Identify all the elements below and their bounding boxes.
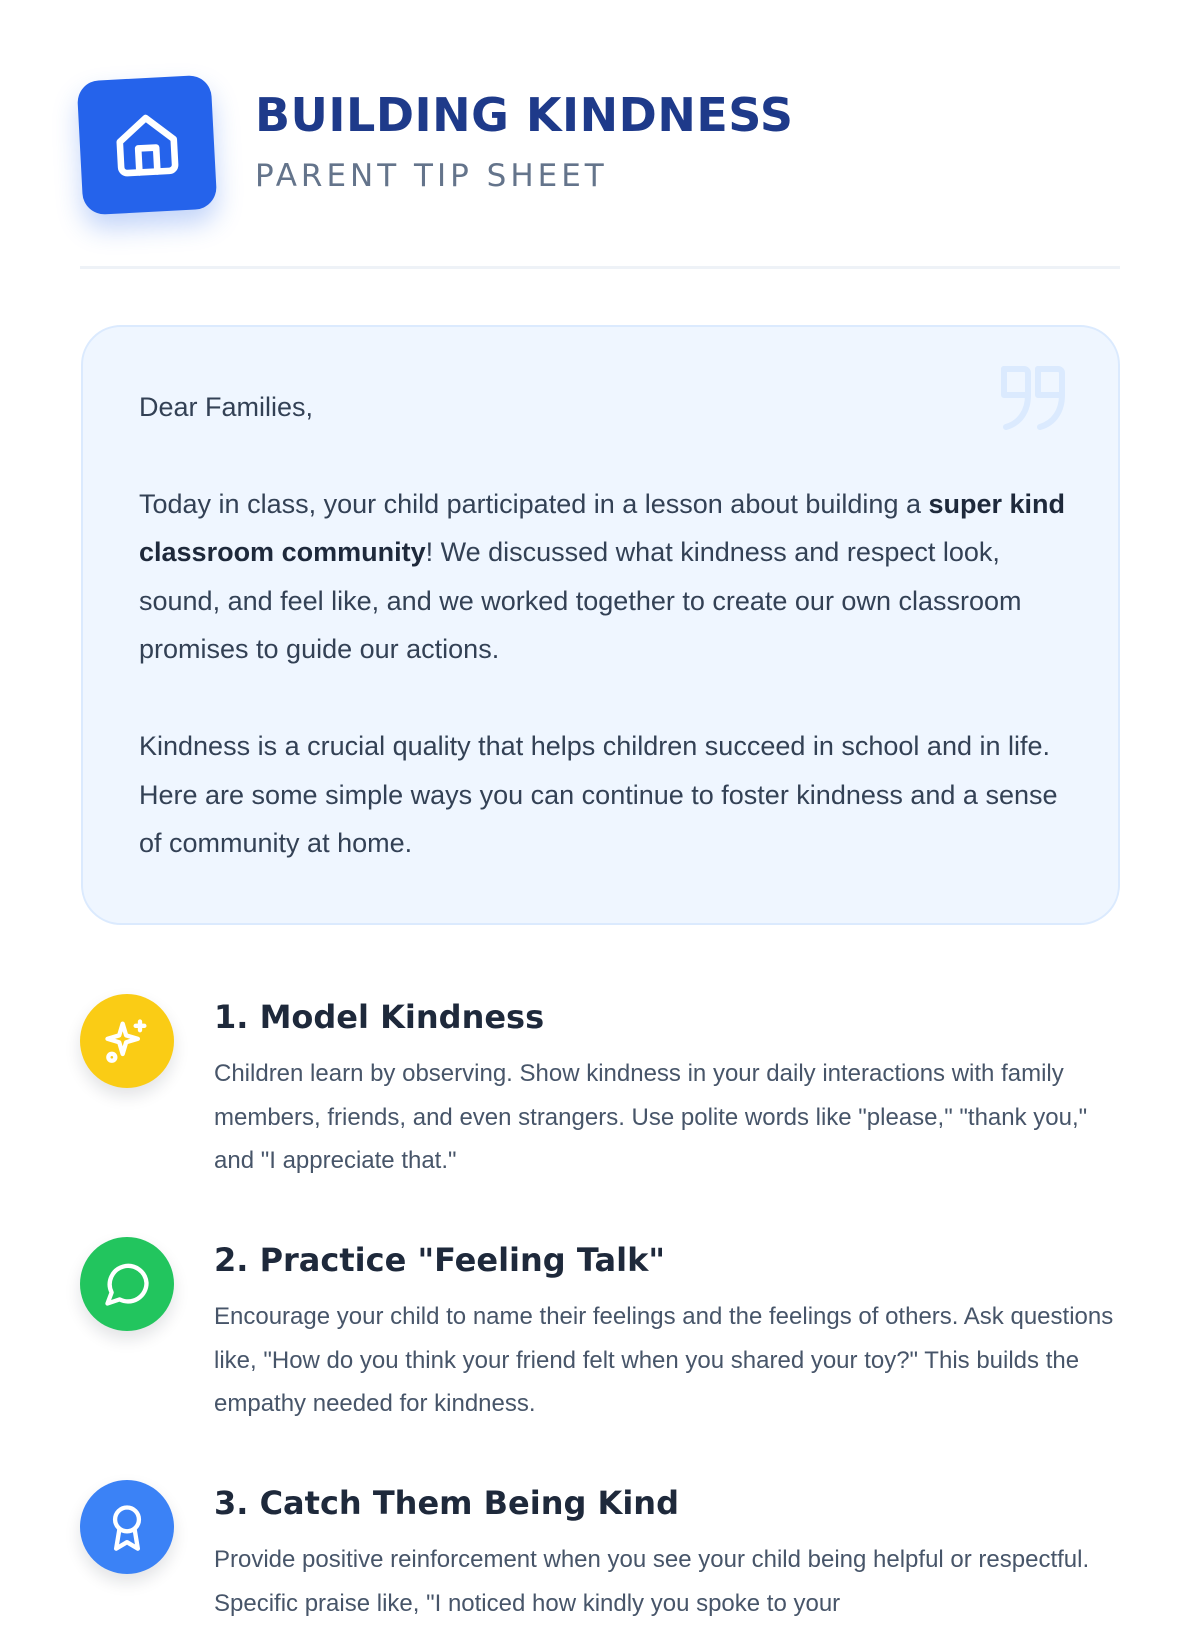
tip-title: 2. Practice "Feeling Talk" bbox=[214, 1241, 666, 1279]
page-title: BUILDING KINDNESS bbox=[255, 88, 794, 142]
letter-paragraph-intro-end: ! We discussed what kindness and respect look, sound, and feel like, and we worked together to create our own classroom promises to guide our actions. bbox=[139, 537, 1022, 665]
logo-badge bbox=[77, 75, 218, 216]
chat-bubble-icon bbox=[101, 1258, 153, 1310]
home-icon bbox=[109, 107, 185, 183]
tip-title: 1. Model Kindness bbox=[214, 998, 545, 1036]
page-subtitle: PARENT TIP SHEET bbox=[255, 158, 608, 194]
sparkles-icon bbox=[101, 1015, 153, 1067]
letter-card bbox=[81, 325, 1120, 925]
letter-salutation: Dear Families, bbox=[139, 392, 314, 422]
letter-paragraph-closing: Kindness is a crucial quality that helps children succeed in school and in life. Here are some simple ways you can continue to foster kindness and a sense of community at home. bbox=[139, 730, 1058, 859]
tip-body: Children learn by observing. Show kindness in your daily interactions with family members, friends, and even strangers. Use polite words like "please," "thank you," and "I appreciate that." bbox=[214, 1060, 1088, 1175]
tip-body: Encourage your child to name their feelings and the feelings of others. Ask questions like, "How do you think your friend felt when you shared your toy?" This builds the empathy needed for kindness. bbox=[214, 1303, 1114, 1418]
tip-title: 3. Catch Them Being Kind bbox=[214, 1484, 679, 1522]
letter-highlight: super kind classroom community bbox=[139, 488, 1066, 568]
header-divider bbox=[80, 266, 1120, 269]
page-header bbox=[80, 78, 1120, 218]
award-ribbon-icon bbox=[101, 1501, 153, 1553]
tip-icon-badge bbox=[80, 1237, 174, 1331]
letter-paragraph-intro-start: Today in class, your child participated in a lesson about building a bbox=[139, 488, 929, 519]
letter-paragraph-intro bbox=[139, 480, 1069, 674]
tip-body: Provide positive reinforcement when you see your child being helpful or respectful. Specific praise like, "I noticed how kindly you spoke to your bbox=[214, 1546, 1090, 1617]
tip-icon-badge bbox=[80, 994, 174, 1088]
tip-icon-badge bbox=[80, 1480, 174, 1574]
quote-icon bbox=[998, 363, 1070, 435]
